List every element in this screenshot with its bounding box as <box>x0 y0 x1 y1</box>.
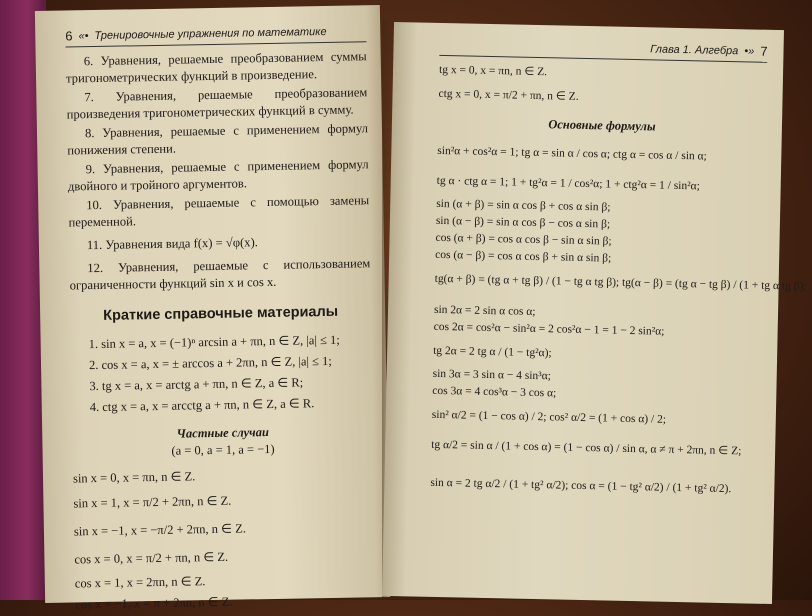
left-running-head <box>65 23 366 47</box>
formula-line: tg α/2 = sin α / (1 + cos α) = (1 − cos α) / sin α, α ≠ π + 2πn, n ∈ Z; <box>431 438 742 458</box>
formula-line: sin²α + cos²α = 1; tg α = sin α / cos α; ctg α = cos α / sin α; <box>437 144 707 163</box>
formula-line: sin (α − β) = sin α cos β − cos α sin β; <box>435 214 611 231</box>
right-running-head <box>439 37 767 63</box>
list-item: 7. Уравнения, решаемые преобразованием произведения тригонометрических функций в сумму. <box>66 85 368 122</box>
special-case: sin x = 1, x = π/2 + 2πn, n ∈ Z. <box>73 493 232 511</box>
right-page-number: 7 <box>760 43 768 59</box>
left-page <box>35 5 390 612</box>
reference-item: 4. ctg x = a, x = arcctg a + πn, n ∈ Z, a ∈ R. <box>89 396 315 415</box>
special-case: sin x = −1, x = −π/2 + 2πn, n ∈ Z. <box>73 521 247 539</box>
reference-item: 3. tg x = a, x = arctg a + πn, n ∈ Z, a ∈ R; <box>89 375 304 394</box>
formula-line: cos (α − β) = cos α cos β + sin α sin β; <box>435 248 612 265</box>
right-page <box>382 22 807 604</box>
list-item: 6. Уравнения, решаемые преобразованием суммы тригонометрических функций в произведение. <box>65 49 367 86</box>
section-title: Краткие справочные материалы <box>103 303 339 324</box>
formulas-title: Основные формулы <box>548 117 656 134</box>
formula-line: sin (α + β) = sin α cos β + cos α sin β; <box>436 197 611 214</box>
formula-line: tg 2α = 2 tg α / (1 − tg²α); <box>433 344 552 360</box>
formula-line: sin 2α = 2 sin α cos α; <box>433 303 536 319</box>
formula-line: sin² α/2 = (1 − cos α) / 2; cos² α/2 = (1 + cos α) / 2; <box>431 408 667 426</box>
formula-line: sin α = 2 tg α/2 / (1 + tg² α/2); cos α = (1 − tg² α/2) / (1 + tg² α/2). <box>430 476 732 496</box>
formula-line: cos 3α = 4 cos³α − 3 cos α; <box>432 384 557 400</box>
list-item: 9. Уравнения, решаемые с применением формул двойного и тройного аргументов. <box>67 157 369 194</box>
list-item: 12. Уравнения, решаемые с использованием ограниченности функций sin x и cos x. <box>69 256 371 293</box>
formula-line: cos (α + β) = cos α cos β − sin α sin β; <box>435 231 612 248</box>
reference-item: 1. sin x = a, x = (−1)ⁿ arcsin a + πn, n ∈ Z, |a| ≤ 1; <box>88 332 340 352</box>
list-item: 10. Уравнения, решаемые с помощью замены переменной. <box>68 193 370 230</box>
special-case: sin x = 0, x = πn, n ∈ Z. <box>72 469 196 486</box>
special-cases-title: Частные случаи <box>176 425 270 441</box>
ornament-icon: •» <box>744 44 755 58</box>
reference-item: 2. cos x = a, x = ± arccos a + 2πn, n ∈ Z, |a| ≤ 1; <box>88 353 332 373</box>
special-case: cos x = 0, x = π/2 + πn, n ∈ Z. <box>74 549 229 567</box>
left-page-number: 6 <box>65 28 73 44</box>
special-cases-note: (a = 0, a = 1, a = −1) <box>171 441 275 458</box>
formula-line: tg x = 0, x = πn, n ∈ Z. <box>438 63 548 79</box>
formula-line: sin 3α = 3 sin α − 4 sin³α; <box>432 367 551 383</box>
right-running-title: Глава 1. Алгебра <box>650 42 739 57</box>
special-case: cos x = 1, x = 2πn, n ∈ Z. <box>74 574 206 591</box>
special-case: cos x = −1, x = π + 2πn, n ∈ Z. <box>75 594 233 612</box>
ornament-icon: «• <box>78 29 89 42</box>
list-item: 8. Уравнения, решаемые с применением формул понижения степени. <box>67 121 369 158</box>
formula-line: ctg x = 0, x = π/2 + πn, n ∈ Z. <box>438 87 579 103</box>
left-running-title: Тренировочные упражнения по математике <box>94 25 327 42</box>
formula-line: tg α · ctg α = 1; 1 + tg²α = 1 / cos²α; 1 + ctg²α = 1 / sin²α; <box>436 174 700 193</box>
list-item: 11. Уравнения вида f(x) = √φ(x). <box>86 235 258 253</box>
formula-line: cos 2α = cos²α − sin²α = 2 cos²α − 1 = 1 − 2 sin²α; <box>433 320 665 338</box>
formula-line: tg(α + β) = (tg α + tg β) / (1 − tg α tg β); tg(α − β) = (tg α − tg β) / (1 + tg α tg β); <box>434 272 807 293</box>
